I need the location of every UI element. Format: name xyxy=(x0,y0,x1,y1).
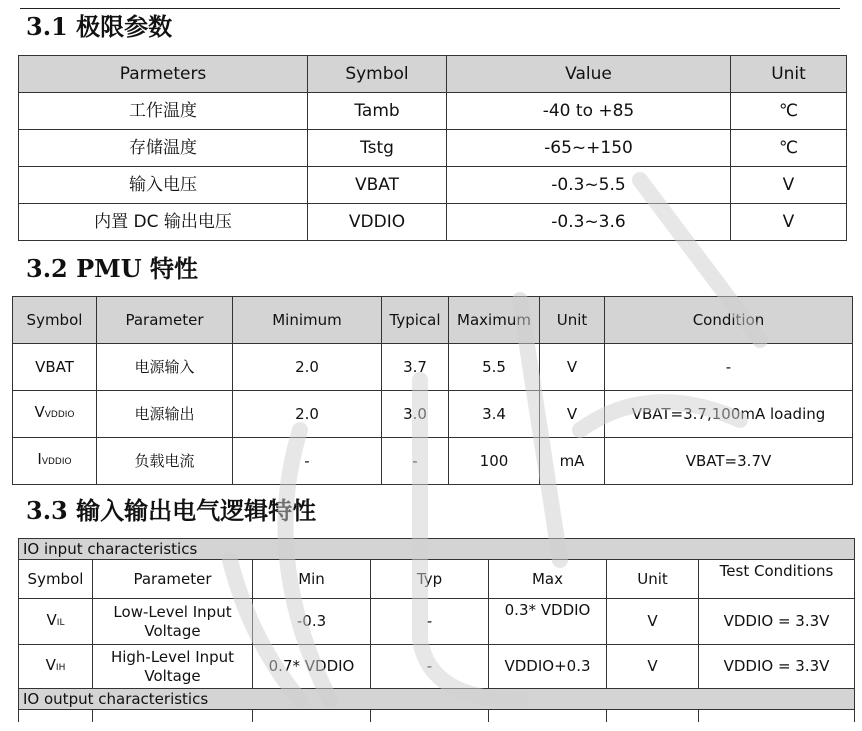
cell: V xyxy=(731,167,847,204)
io-output-section-row xyxy=(19,689,855,710)
table-row xyxy=(19,130,847,167)
header-cell: Symbol xyxy=(13,297,97,344)
cell: VDDIO = 3.3V xyxy=(699,599,855,645)
symbol-subscript: VDDIO xyxy=(44,410,75,420)
symbol-subscript: IH xyxy=(55,662,66,673)
cell: - xyxy=(371,645,489,689)
table-row xyxy=(13,391,853,438)
header-cell: Unit xyxy=(607,560,699,599)
cell: 100 xyxy=(449,438,540,485)
header-cell: Condition xyxy=(605,297,853,344)
symbol-cell xyxy=(19,599,93,645)
header-cell: Symbol xyxy=(19,560,93,599)
cell xyxy=(93,710,253,723)
cell: 负载电流 xyxy=(97,438,233,485)
cell: 5.5 xyxy=(449,344,540,391)
cell xyxy=(19,710,93,723)
cell: V xyxy=(607,599,699,645)
cell: Tamb xyxy=(308,93,447,130)
header-cell: Value xyxy=(447,56,731,93)
cell: 输入电压 xyxy=(19,167,308,204)
symbol-text: V xyxy=(34,403,45,421)
table-row-partial xyxy=(19,710,855,723)
cell: 工作温度 xyxy=(19,93,308,130)
cell: -0.3~3.6 xyxy=(447,204,731,241)
symbol-text: V xyxy=(46,610,57,629)
symbol-cell xyxy=(13,438,97,485)
cell: VBAT=3.7,100mA loading xyxy=(605,391,853,438)
cell xyxy=(371,710,489,723)
cell xyxy=(489,710,607,723)
symbol-cell xyxy=(13,391,97,438)
cell: 内置 DC 输出电压 xyxy=(19,204,308,241)
symbol-text: V xyxy=(45,655,56,674)
cell: ℃ xyxy=(731,93,847,130)
cell: -0.3 xyxy=(253,599,371,645)
header-cell: Unit xyxy=(540,297,605,344)
absolute-max-table xyxy=(18,55,847,241)
symbol-cell xyxy=(19,645,93,689)
cell: -0.3~5.5 xyxy=(447,167,731,204)
header-cell: Parameter xyxy=(93,560,253,599)
table-row xyxy=(19,645,855,689)
header-cell: Minimum xyxy=(233,297,382,344)
table-row xyxy=(19,167,847,204)
cell: Tstg xyxy=(308,130,447,167)
cell: 2.0 xyxy=(233,391,382,438)
cell: 电源输出 xyxy=(97,391,233,438)
cell: 3.0 xyxy=(382,391,449,438)
cell: 存储温度 xyxy=(19,130,308,167)
symbol-text: VBAT xyxy=(35,357,74,376)
cell: - xyxy=(371,599,489,645)
cell: V xyxy=(731,204,847,241)
cell: VBAT=3.7V xyxy=(605,438,853,485)
header-cell: Unit xyxy=(731,56,847,93)
section-title-3-1: 3.1 极限参数 xyxy=(26,12,173,41)
symbol-subscript: VDDIO xyxy=(41,457,72,467)
cell: ℃ xyxy=(731,130,847,167)
top-rule xyxy=(20,8,840,9)
section-title-3-2: 3.2 PMU 特性 xyxy=(26,254,199,283)
table-header-row xyxy=(13,297,853,344)
cell: V xyxy=(607,645,699,689)
cell: High-Level Input Voltage xyxy=(93,645,253,689)
table-row xyxy=(19,599,855,645)
header-cell: Test Conditions xyxy=(699,560,855,599)
cell: - xyxy=(233,438,382,485)
header-cell: Maximum xyxy=(449,297,540,344)
cell: 3.7 xyxy=(382,344,449,391)
header-cell: Typ xyxy=(371,560,489,599)
cell: VDDIO = 3.3V xyxy=(699,645,855,689)
header-cell: Parmeters xyxy=(19,56,308,93)
cell: -65~+150 xyxy=(447,130,731,167)
io-output-label: IO output characteristics xyxy=(19,689,855,710)
cell: 2.0 xyxy=(233,344,382,391)
header-cell: Max xyxy=(489,560,607,599)
cell xyxy=(253,710,371,723)
cell: V xyxy=(540,344,605,391)
cell: VBAT xyxy=(308,167,447,204)
cell: 3.4 xyxy=(449,391,540,438)
pmu-table xyxy=(12,296,853,485)
table-row xyxy=(13,438,853,485)
cell: - xyxy=(382,438,449,485)
cell: VDDIO xyxy=(308,204,447,241)
io-input-label: IO input characteristics xyxy=(19,539,855,560)
header-cell: Min xyxy=(253,560,371,599)
cell xyxy=(699,710,855,723)
cell: 电源输入 xyxy=(97,344,233,391)
cell: mA xyxy=(540,438,605,485)
io-input-section-row xyxy=(19,539,855,560)
table-header-row xyxy=(19,56,847,93)
cell xyxy=(607,710,699,723)
cell: 0.7* VDDIO xyxy=(253,645,371,689)
cell: 0.3* VDDIO xyxy=(489,599,607,645)
section-title-3-3: 3.3 输入输出电气逻辑特性 xyxy=(26,496,317,525)
io-table xyxy=(18,538,855,722)
symbol-subscript: IL xyxy=(56,617,65,628)
symbol-cell xyxy=(13,344,97,391)
table-row xyxy=(13,344,853,391)
cell: - xyxy=(605,344,853,391)
cell: VDDIO+0.3 xyxy=(489,645,607,689)
header-cell: Typical xyxy=(382,297,449,344)
header-cell: Parameter xyxy=(97,297,233,344)
table-row xyxy=(19,204,847,241)
cell: -40 to +85 xyxy=(447,93,731,130)
table-row xyxy=(19,93,847,130)
symbol-text: I xyxy=(37,450,42,468)
table-header-row xyxy=(19,560,855,599)
header-cell: Symbol xyxy=(308,56,447,93)
cell: V xyxy=(540,391,605,438)
cell: Low-Level Input Voltage xyxy=(93,599,253,645)
